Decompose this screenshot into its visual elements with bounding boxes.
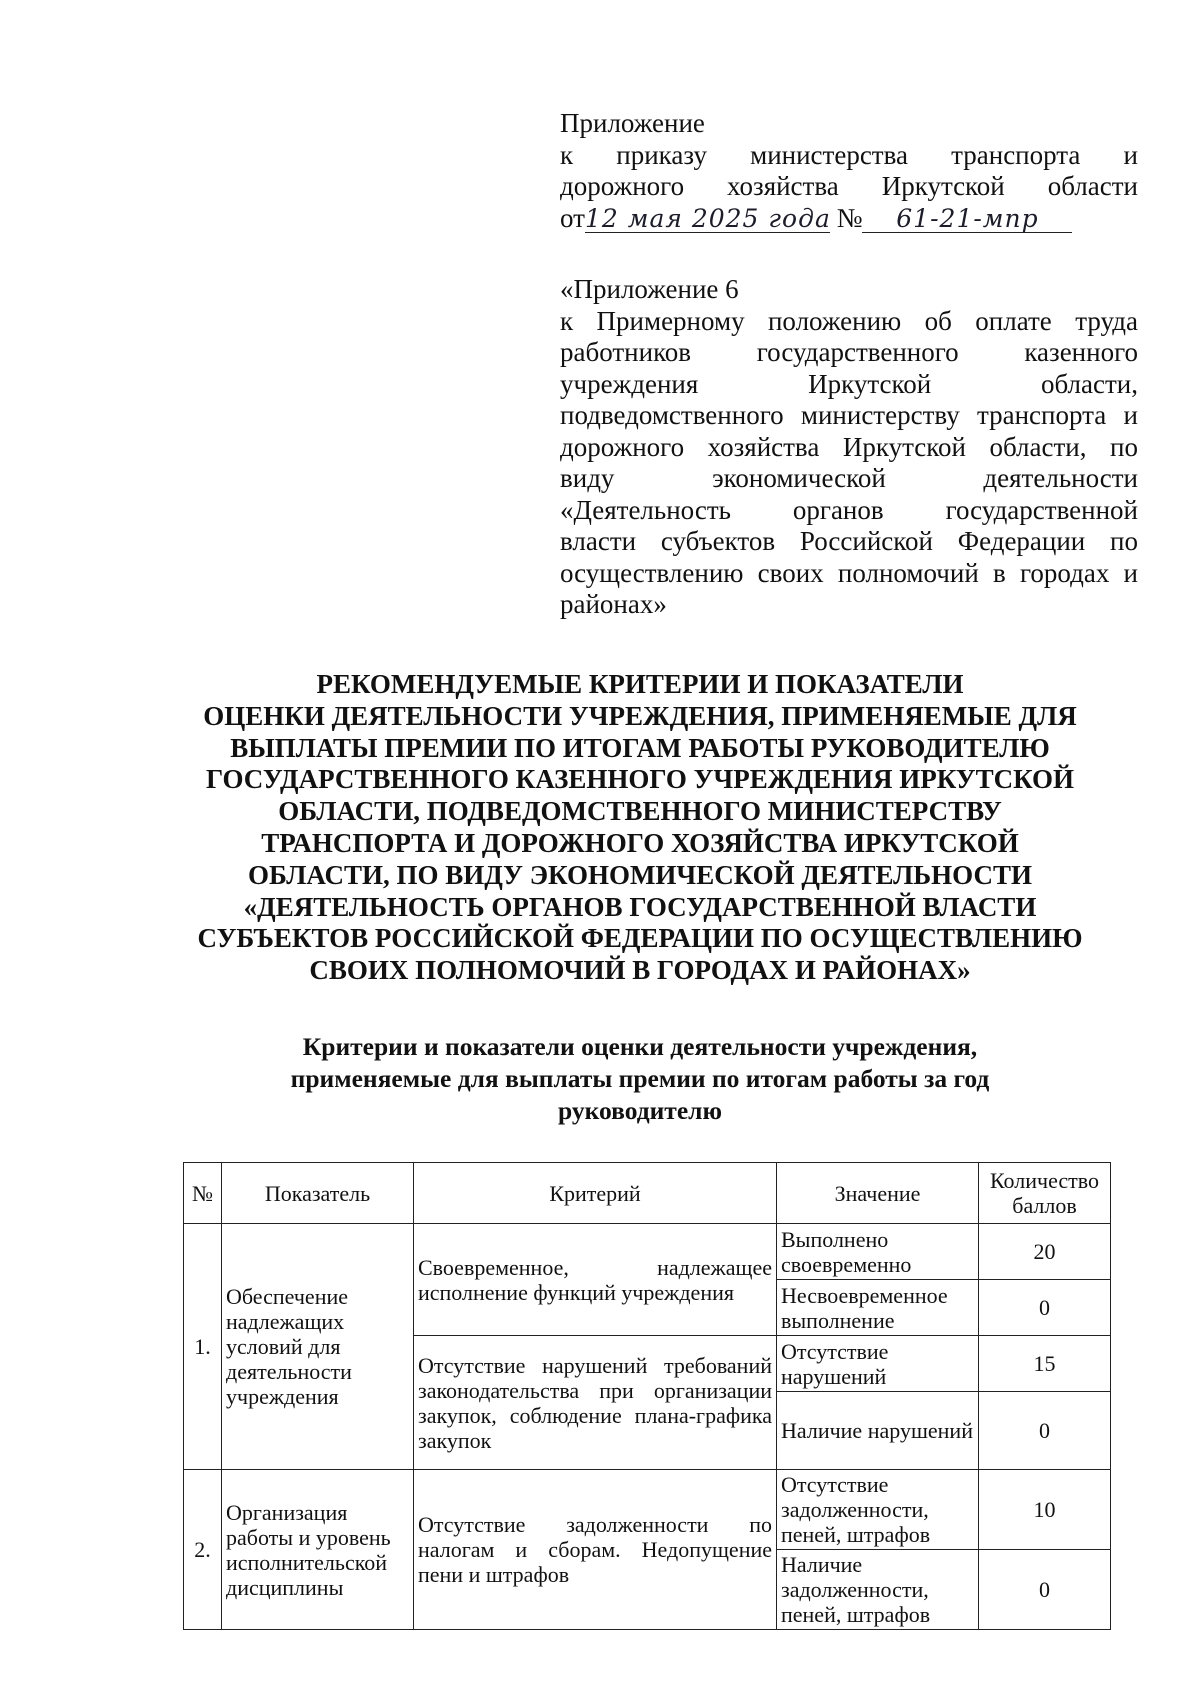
appendix6-line: «Приложение 6 xyxy=(560,274,739,304)
header-points: Количество баллов xyxy=(979,1163,1111,1224)
appendix6-line: осуществлению своих полномочий в городах и xyxy=(560,557,1138,588)
title-line: ГОСУДАРСТВЕННОГО КАЗЕННОГО УЧРЕЖДЕНИЯ ИРКУТСКОЙ xyxy=(205,764,1075,795)
number-label: № xyxy=(836,202,863,233)
order-date-number-line xyxy=(560,203,1138,239)
row-points: 10 xyxy=(979,1470,1111,1550)
appendix6-header xyxy=(560,274,1138,621)
row-criterion: Отсутствие задолженности по налогам и сборам. Недопущение пени и штрафов xyxy=(414,1470,777,1630)
row-value: Наличие нарушений xyxy=(777,1392,979,1470)
row-points: 0 xyxy=(979,1280,1111,1336)
row-criterion: Отсутствие нарушений требований законодательства при организации закупок, соблюдение плана-графика закупок xyxy=(414,1336,777,1470)
row-value: Выполнено своевременно xyxy=(777,1224,979,1280)
row-value: Отсутствие нарушений xyxy=(777,1336,979,1392)
appendix-header xyxy=(560,108,1138,239)
appendix6-line: подведомственного министерству транспорта и xyxy=(560,400,1138,430)
title-line: СВОИХ ПОЛНОМОЧИЙ В ГОРОДАХ И РАЙОНАХ» xyxy=(309,955,971,986)
subtitle-line: Критерии и показатели оценки деятельности учреждения, xyxy=(302,1032,978,1061)
appendix6-line: учреждения Иркутской области, xyxy=(560,368,1138,399)
row-number: 1. xyxy=(184,1224,222,1470)
criteria-table xyxy=(183,1162,1111,1630)
title-line: ОБЛАСТИ, ПО ВИДУ ЭКОНОМИЧЕСКОЙ ДЕЯТЕЛЬНОСТИ xyxy=(248,859,1032,890)
table-subtitle xyxy=(160,1031,1120,1127)
appendix6-line: «Деятельность органов государственной xyxy=(560,494,1138,525)
row-indicator: Организация работы и уровень исполнительской дисциплины xyxy=(222,1470,414,1630)
title-line: «ДЕЯТЕЛЬНОСТЬ ОРГАНОВ ГОСУДАРСТВЕННОЙ ВЛАСТИ xyxy=(243,891,1037,922)
row-criterion: Своевременное, надлежащее исполнение функций учреждения xyxy=(414,1224,777,1336)
appendix6-line: районах» xyxy=(560,589,667,619)
subtitle-line: руководителю xyxy=(558,1096,722,1125)
row-indicator: Обеспечение надлежащих условий для деятельности учреждения xyxy=(222,1224,414,1470)
appendix6-line: работников государственного казенного xyxy=(560,337,1138,367)
row-points: 15 xyxy=(979,1336,1111,1392)
title-line: ТРАНСПОРТА И ДОРОЖНОГО ХОЗЯЙСТВА ИРКУТСКОЙ xyxy=(261,827,1019,858)
row-points: 0 xyxy=(979,1550,1111,1630)
appendix-line-1: к приказу министерства транспорта и xyxy=(560,139,1138,170)
handwritten-date: 12 мая 2025 года xyxy=(584,203,831,233)
from-label: от xyxy=(560,202,585,233)
row-points: 20 xyxy=(979,1224,1111,1280)
row-value: Отсутствие задолженности, пеней, штрафов xyxy=(777,1470,979,1550)
document-title xyxy=(160,669,1120,987)
row-points: 0 xyxy=(979,1392,1111,1470)
title-line: РЕКОМЕНДУЕМЫЕ КРИТЕРИИ И ПОКАЗАТЕЛИ xyxy=(316,669,964,699)
appendix-title: Приложение xyxy=(560,108,705,138)
table-row xyxy=(184,1470,1111,1550)
row-number: 2. xyxy=(184,1470,222,1630)
table-header-row xyxy=(184,1163,1111,1224)
appendix6-line: к Примерному положению об оплате труда xyxy=(560,305,1138,336)
subtitle-line: применяемые для выплаты премии по итогам работы за год xyxy=(290,1064,990,1093)
row-value: Несвоевременное выполнение xyxy=(777,1280,979,1336)
title-line: ОБЛАСТИ, ПОДВЕДОМСТВЕННОГО МИНИСТЕРСТВУ xyxy=(278,796,1002,827)
header-indicator: Показатель xyxy=(222,1163,414,1224)
appendix6-line: дорожного хозяйства Иркутской области, по xyxy=(560,431,1138,462)
header-num: № xyxy=(184,1163,222,1224)
title-line: ВЫПЛАТЫ ПРЕМИИ ПО ИТОГАМ РАБОТЫ РУКОВОДИТЕЛЮ xyxy=(230,732,1050,763)
header-value: Значение xyxy=(777,1163,979,1224)
handwritten-number: 61-21-мпр xyxy=(862,206,1072,233)
appendix-line-2: дорожного хозяйства Иркутской области xyxy=(560,171,1138,201)
row-value: Наличие задолженности, пеней, штрафов xyxy=(777,1550,979,1630)
title-line: ОЦЕНКИ ДЕЯТЕЛЬНОСТИ УЧРЕЖДЕНИЯ, ПРИМЕНЯЕМЫЕ ДЛЯ xyxy=(203,700,1077,731)
header-criterion: Критерий xyxy=(414,1163,777,1224)
appendix6-line: виду экономической деятельности xyxy=(560,463,1138,493)
appendix6-line: власти субъектов Российской Федерации по xyxy=(560,526,1138,556)
table-row xyxy=(184,1224,1111,1280)
title-line: СУБЪЕКТОВ РОССИЙСКОЙ ФЕДЕРАЦИИ ПО ОСУЩЕСТВЛЕНИЮ xyxy=(197,923,1083,954)
